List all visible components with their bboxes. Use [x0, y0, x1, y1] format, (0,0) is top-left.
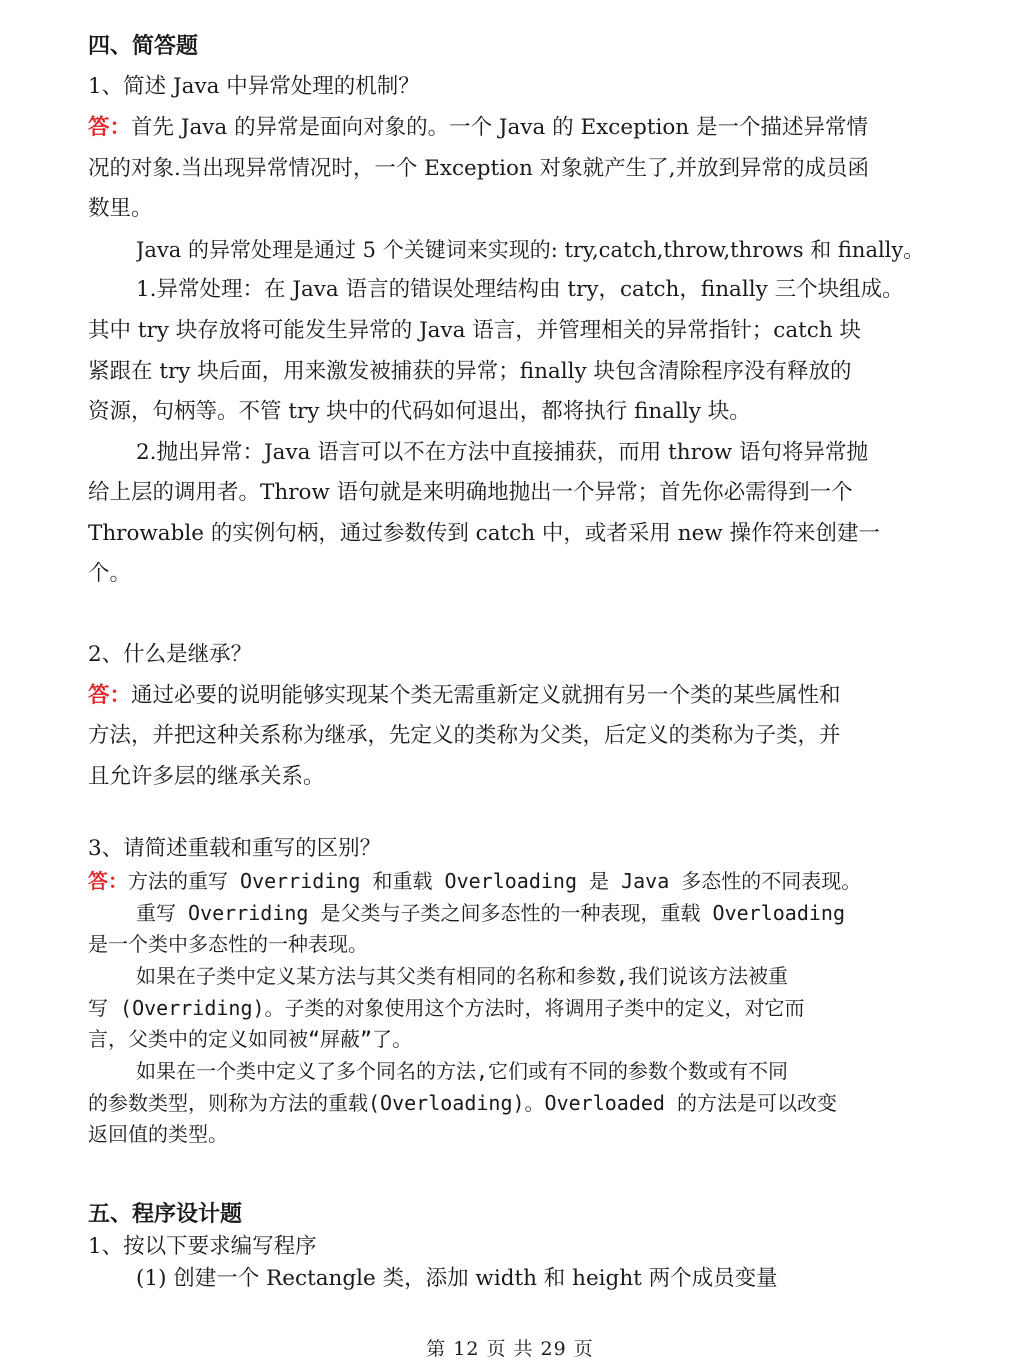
question-2-title: 2、什么是继承？ [88, 642, 253, 667]
question-3-paragraph-overriding-line-1: 重写 Overriding 是父类与子类之间多态性的一种表现，重载 Overloading [136, 901, 845, 925]
question-1-answer-line-2: 况的对象.当出现异常情况时，一个 Exception 对象就产生了,并放到异常的成员函 [88, 156, 869, 181]
programming-question-1-title: 1、按以下要求编写程序 [88, 1234, 317, 1259]
question-3-paragraph-subclass-line-3: 言，父类中的定义如同被“屏蔽”了。 [88, 1027, 413, 1051]
question-1-paragraph-throw-line-1: 2.抛出异常：Java 语言可以不在方法中直接捕获，而用 throw 语句将异常抛 [136, 440, 869, 465]
question-1-paragraph-handling-line-4: 资源，句柄等。不管 try 块中的代码如何退出，都将执行 finally 块。 [88, 399, 751, 424]
question-2-answer-line-1: 答：通过必要的说明能够实现某个类无需重新定义就拥有另一个类的某些属性和 [88, 683, 841, 708]
question-1-answer-line-3: 数里。 [88, 196, 153, 221]
question-3-answer-line-1: 答：方法的重写 Overriding 和重载 Overloading 是 Java 多态性的不同表现。 [88, 869, 862, 893]
question-1-paragraph-throw-line-3: Throwable 的实例句柄，通过参数传到 catch 中，或者采用 new 操作符来创建一 [88, 521, 881, 546]
question-1-paragraph-handling-line-1: 1.异常处理：在 Java 语言的错误处理结构由 try，catch，finally 三个块组成。 [136, 277, 904, 302]
question-3-paragraph-subclass-line-2: 写 (Overriding)。子类的对象使用这个方法时，将调用子类中的定义，对它而 [88, 996, 805, 1020]
page-number-footer: 第 12 页 共 29 页 [426, 1338, 594, 1360]
question-1-title: 1、简述 Java 中异常处理的机制？ [88, 74, 420, 99]
question-1-paragraph-handling-line-3: 紧跟在 try 块后面，用来激发被捕获的异常；finally 块包含清除程序没有释放的 [88, 359, 852, 384]
question-3-paragraph-subclass-line-1: 如果在子类中定义某方法与其父类有相同的名称和参数,我们说该方法被重 [136, 964, 789, 988]
answer-label: 答： [88, 115, 132, 140]
question-1-paragraph-keywords: Java 的异常处理是通过 5 个关键词来实现的: try,catch,throw,throws 和 finally。 [136, 238, 925, 262]
question-3-paragraph-overriding-line-2: 是一个类中多态性的一种表现。 [88, 932, 368, 956]
section-heading-short-answer: 四、简答题 [88, 33, 199, 59]
question-2-answer-line-2: 方法，并把这种关系称为继承，先定义的类称为父类，后定义的类称为子类，并 [88, 723, 841, 748]
question-3-paragraph-overloading-line-3: 返回值的类型。 [88, 1122, 228, 1146]
question-1-paragraph-throw-line-2: 给上层的调用者。Throw 语句就是来明确地抛出一个异常；首先你必需得到一个 [88, 480, 853, 505]
question-3-paragraph-overloading-line-1: 如果在一个类中定义了多个同名的方法,它们或有不同的参数个数或有不同 [136, 1059, 789, 1083]
answer-label: 答： [88, 869, 128, 893]
question-2-answer-line-3: 且允许多层的继承关系。 [88, 764, 325, 789]
question-1-answer-line-1: 答：首先 Java 的异常是面向对象的。一个 Java 的 Exception 是一个描述异常情 [88, 115, 868, 140]
question-1-paragraph-throw-line-4: 个。 [88, 561, 132, 586]
question-3-paragraph-overloading-line-2: 的参数类型，则称为方法的重载(Overloading)。Overloaded 的方法是可以改变 [88, 1091, 837, 1115]
question-3-title: 3、请简述重载和重写的区别？ [88, 836, 382, 861]
answer-label: 答： [88, 683, 132, 708]
programming-question-1-item-1: (1) 创建一个 Rectangle 类，添加 width 和 height 两个成员变量 [136, 1266, 778, 1291]
section-heading-programming: 五、程序设计题 [88, 1201, 243, 1227]
question-1-paragraph-handling-line-2: 其中 try 块存放将可能发生异常的 Java 语言，并管理相关的异常指针；catch 块 [88, 318, 862, 343]
